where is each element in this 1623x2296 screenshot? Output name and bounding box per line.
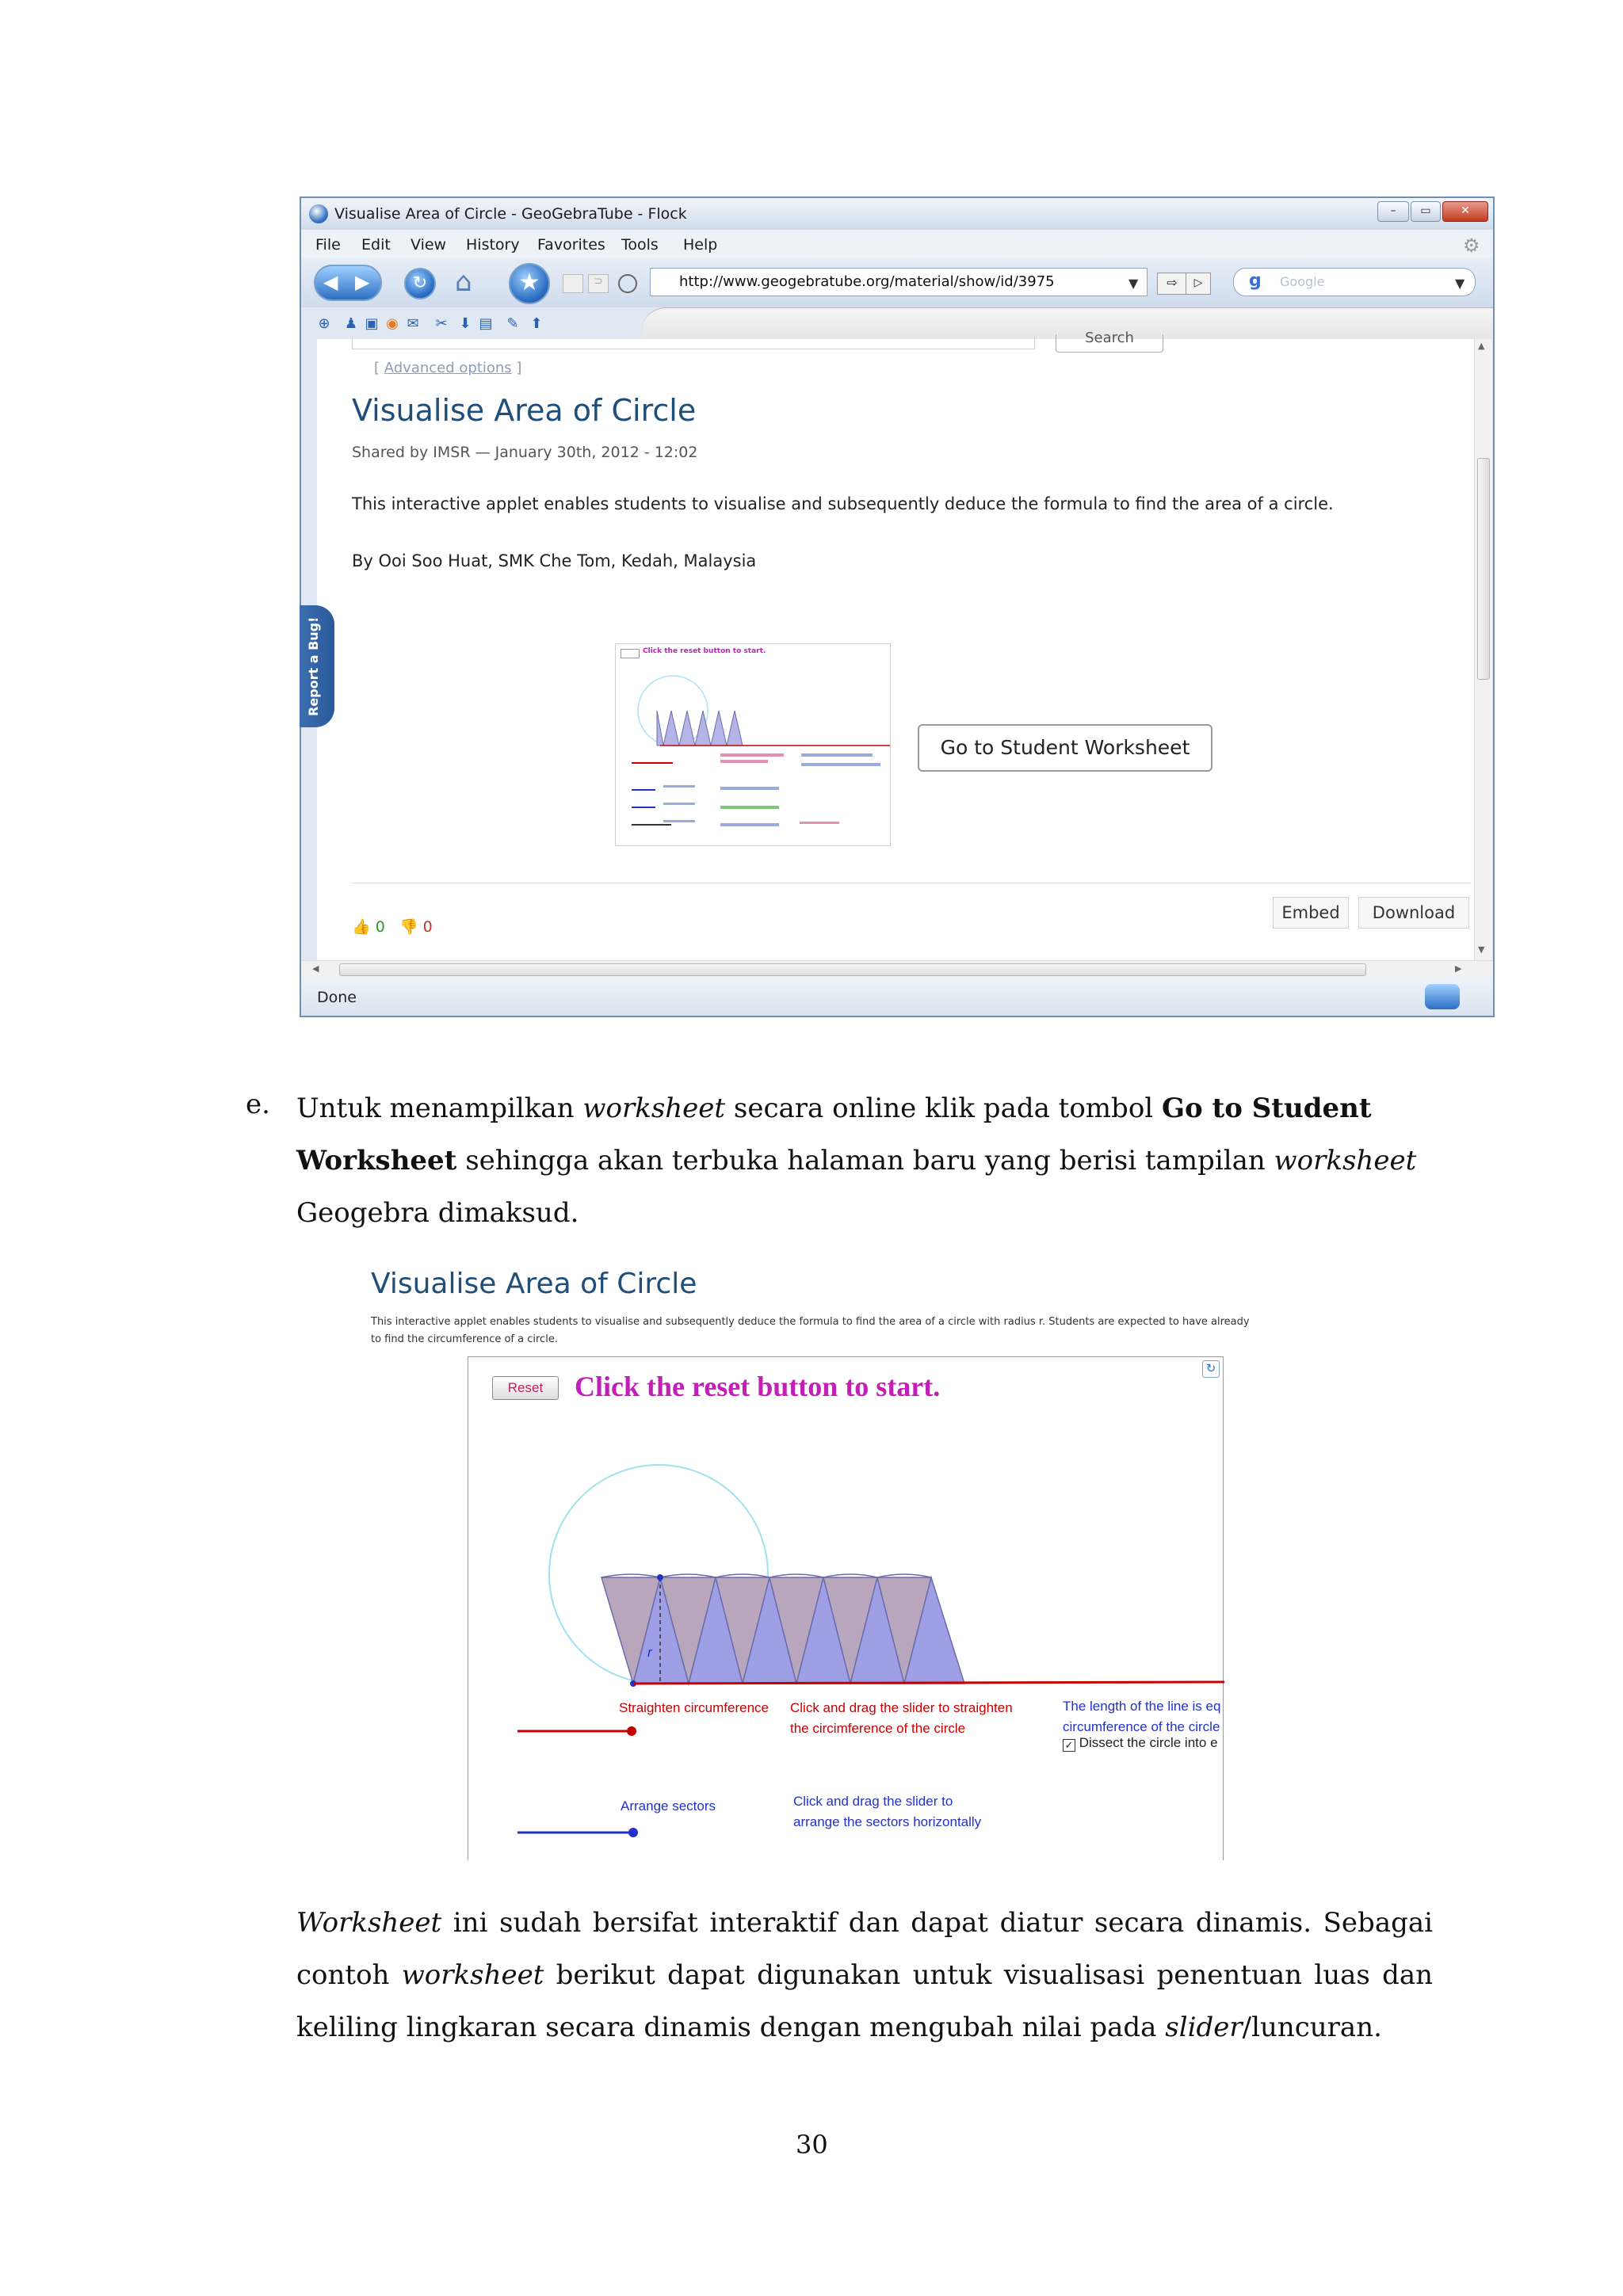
like-count: 0 — [375, 918, 385, 936]
page-number: 30 — [796, 2130, 828, 2160]
scroll-down-icon[interactable]: ▼ — [1478, 944, 1485, 955]
material-title: Visualise Area of Circle — [352, 393, 697, 428]
page-icon[interactable] — [563, 274, 583, 293]
advanced-options-link[interactable]: [ Advanced options ] — [374, 360, 522, 376]
clipboard-icon[interactable]: ▤ — [479, 315, 493, 332]
feed-icon[interactable]: ◉ — [386, 315, 399, 332]
download-button[interactable]: Download — [1358, 897, 1469, 929]
dissect-checkbox[interactable] — [1063, 1733, 1218, 1753]
google-icon: g — [1249, 271, 1262, 291]
straighten-label: Straighten circumference — [619, 1700, 769, 1715]
globe-icon[interactable]: ⊕ — [318, 315, 330, 332]
chat-icon[interactable] — [1425, 984, 1460, 1009]
straighten-hint: Click and drag the slider to straighten the circimference of the circle — [790, 1700, 1013, 1736]
dissect-label: Dissect the circle into e — [1079, 1735, 1218, 1750]
horizontal-scrollbar[interactable] — [301, 960, 1493, 978]
pin-icon[interactable]: ⬇ — [459, 315, 472, 332]
reload-icon[interactable]: ↻ — [404, 268, 436, 299]
geogebra-applet — [468, 1356, 1224, 1860]
thumb-reset-button — [621, 649, 640, 658]
thumbs-down-icon[interactable]: 👎 — [399, 918, 418, 936]
thumb-caption: Click the reset button to start. — [643, 647, 766, 655]
photo-icon[interactable]: ▣ — [365, 315, 379, 332]
shared-info: Shared by IMSR — January 30th, 2012 - 12:02 — [352, 444, 698, 461]
rss-icon[interactable]: ⊃ — [588, 274, 609, 293]
status-bar — [301, 978, 1493, 1016]
page-search-input[interactable] — [352, 336, 1035, 349]
search-input[interactable]: Google — [1233, 268, 1476, 296]
material-description: This interactive applet enables students to visualise and subsequently deduce the formula to find the area of a circle. — [352, 494, 1334, 513]
report-bug-label: Report a Bug! — [306, 616, 321, 716]
window-title: Visualise Area of Circle - GeoGebraTube - Flock — [334, 205, 687, 223]
people-icon[interactable]: ♟ — [344, 315, 358, 332]
length-note: The length of the line is eq circumference of the circle — [1063, 1699, 1221, 1734]
mail-icon[interactable]: ✉ — [407, 315, 419, 332]
status-text: Done — [317, 989, 357, 1006]
tools-icon[interactable]: ✂ — [435, 315, 448, 332]
minimize-button[interactable]: – — [1377, 201, 1409, 222]
menu-edit[interactable]: Edit — [361, 236, 391, 254]
scroll-left-icon[interactable]: ◀ — [312, 963, 319, 974]
report-bug-tab[interactable] — [300, 605, 334, 727]
browser-window — [300, 196, 1495, 1017]
menu-tools[interactable]: Tools — [621, 236, 659, 254]
home-icon[interactable]: ⌂ — [455, 266, 472, 298]
horizontal-scroll-thumb[interactable] — [339, 963, 1366, 976]
navigation-bar — [301, 258, 1493, 307]
title-bar — [301, 198, 1493, 230]
pen-icon[interactable]: ✎ — [506, 315, 519, 332]
star-icon[interactable]: ★ — [509, 263, 550, 304]
page-search-button[interactable]: Search — [1056, 334, 1163, 353]
arrange-hint: Click and drag the slider to arrange the sectors horizontally — [793, 1794, 982, 1829]
radius-label: r — [647, 1645, 652, 1660]
vertical-scroll-thumb[interactable] — [1477, 458, 1490, 680]
thumb-drawing — [616, 644, 890, 845]
material-author: By Ooi Soo Huat, SMK Che Tom, Kedah, Malaysia — [352, 551, 757, 570]
paragraph-1: Untuk menampilkan worksheet secara online klik pada tombol Go to Student Worksheet sehingga akan terbuka halaman baru yang berisi tampilan worksheet Geogebra dimaksud. — [296, 1093, 1417, 1229]
arrow-right-icon[interactable]: ▷ — [1186, 273, 1211, 295]
paragraph-2: Worksheet ini sudah bersifat interaktif dan dapat diatur secara dinamis. Sebagai contoh worksheet berikut dapat digunakan untuk visualisasi penentuan luas dan keliling lingkaran secara dinamis dengan mengubah nilai pada slider/luncuran. — [296, 1907, 1433, 2043]
search-dropdown-icon[interactable]: ▼ — [1455, 276, 1465, 291]
refresh-icon[interactable]: ↻ — [1202, 1360, 1220, 1378]
menu-view[interactable]: View — [411, 236, 447, 254]
go-icon[interactable]: ⇨ — [1157, 273, 1187, 295]
vertical-scrollbar[interactable] — [1474, 339, 1492, 960]
web-page — [317, 330, 1474, 960]
menu-help[interactable]: Help — [683, 236, 718, 254]
scroll-up-icon[interactable]: ▲ — [1478, 341, 1485, 351]
geometry-drawing — [468, 1357, 1224, 1861]
worksheet-description: This interactive applet enables students to visualise and subsequently deduce the formula to find the area of a circle with radius r. Students are expected to have already to find the circumference of a circle. — [371, 1316, 1250, 1345]
embed-button[interactable]: Embed — [1273, 897, 1349, 929]
go-to-student-worksheet-button[interactable]: Go to Student Worksheet — [918, 724, 1212, 772]
back-forward-icon[interactable]: ◀ ▶ — [314, 265, 382, 301]
close-button[interactable]: ✕ — [1442, 201, 1488, 222]
address-bar[interactable]: http://www.geogebratube.org/material/show/id/3975 — [650, 268, 1148, 296]
upload-icon[interactable]: ⬆ — [530, 315, 543, 332]
arrange-label: Arrange sectors — [621, 1798, 716, 1814]
checkbox-checked-icon[interactable]: ✓ — [1063, 1739, 1075, 1752]
menu-bar — [301, 230, 1493, 258]
chevron-down-icon[interactable]: ▼ — [1128, 276, 1139, 291]
stop-icon[interactable] — [618, 274, 637, 293]
worksheet-thumbnail[interactable] — [615, 643, 891, 846]
maximize-button[interactable]: ▭ — [1411, 201, 1441, 222]
throbber-icon: ⚙ — [1463, 235, 1480, 257]
list-marker: e. — [246, 1089, 270, 1120]
worksheet-title: Visualise Area of Circle — [371, 1268, 697, 1300]
thumbs-up-icon[interactable]: 👍 — [352, 918, 371, 936]
menu-history[interactable]: History — [466, 236, 520, 254]
dislike-count: 0 — [422, 918, 433, 936]
menu-favorites[interactable]: Favorites — [537, 236, 605, 254]
votes — [352, 917, 433, 936]
reset-button[interactable]: Reset — [492, 1376, 559, 1400]
flock-logo-icon — [309, 204, 328, 223]
menu-file[interactable]: File — [315, 236, 341, 254]
scroll-right-icon[interactable]: ▶ — [1455, 963, 1462, 974]
reset-message: Click the reset button to start. — [575, 1371, 941, 1402]
